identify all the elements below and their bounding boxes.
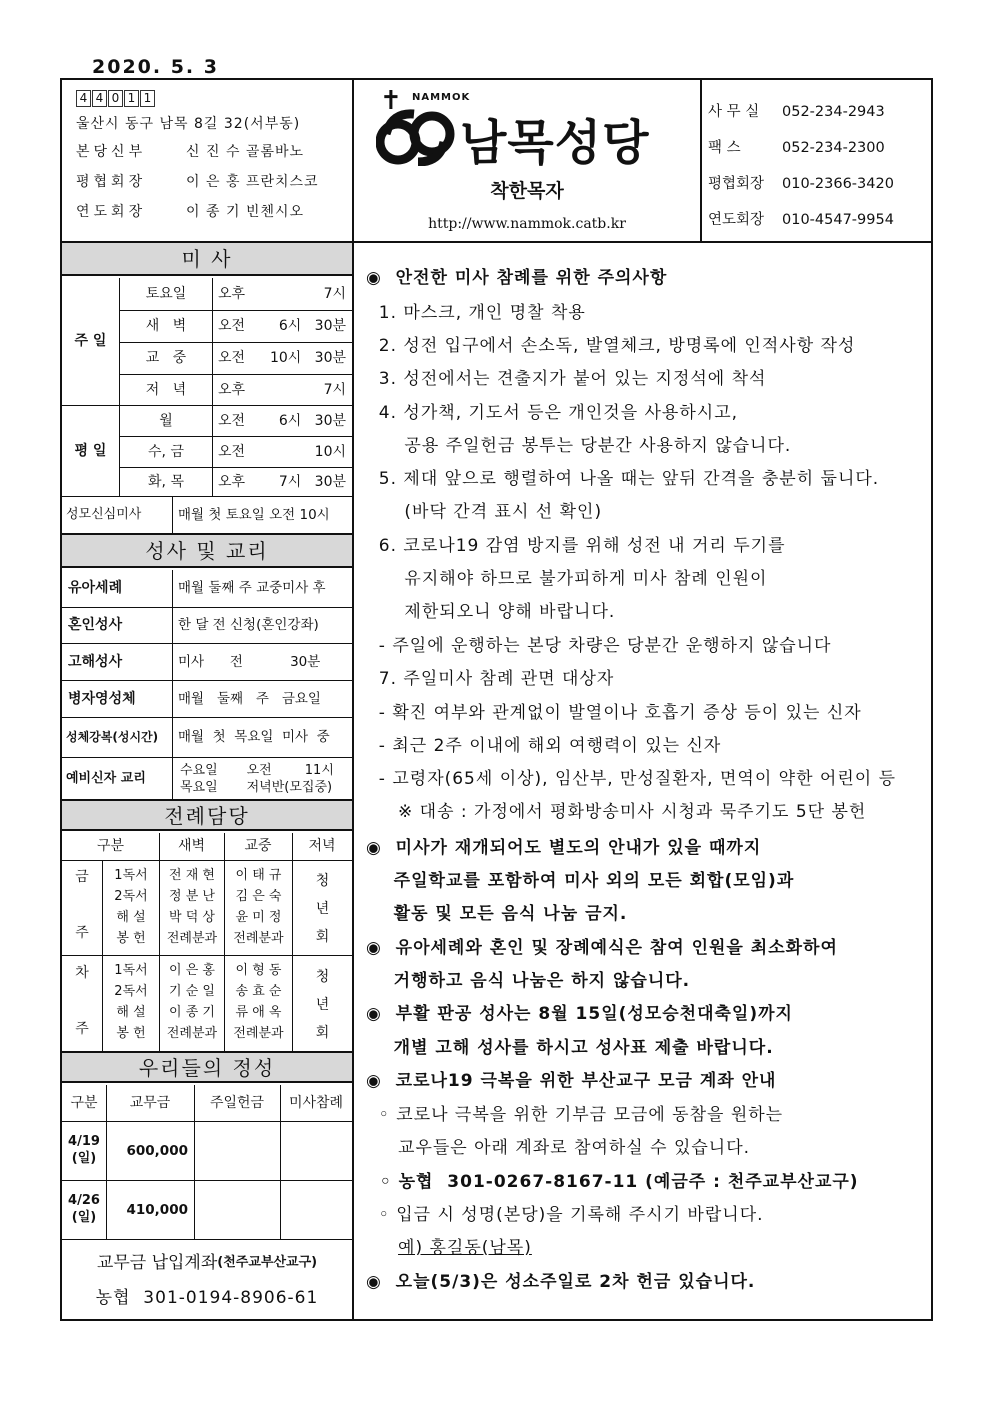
liturgy-header: 구분 <box>96 838 125 855</box>
youth-group-char: 회 <box>315 928 330 945</box>
weekday-label: 평 일 <box>74 442 107 459</box>
mass-day: 월 <box>159 412 173 429</box>
mass-day: 새 벽 <box>145 318 187 335</box>
notice-line: - 최근 2주 이내에 해외 여행력이 있는 신자 <box>366 736 722 756</box>
requiem-president-row <box>76 197 352 227</box>
council-president-row <box>76 167 352 197</box>
youth-group-char: 년 <box>315 900 330 917</box>
contact-fax <box>708 130 933 166</box>
postal-digit: 0 <box>108 90 123 107</box>
notice-line: - 고령자(65세 이상), 임산부, 만성질환자, 면역이 약한 어린이 등 <box>366 769 896 789</box>
parish-url[interactable]: http://www.nammok.catb.kr <box>428 216 626 232</box>
contact-number: 052-234-2943 <box>782 104 885 120</box>
youth-group-char: 청 <box>315 872 330 889</box>
mass-time: 6시 30분 <box>278 412 346 429</box>
liturgy-header: 교중 <box>244 838 272 855</box>
notice-line: ◦ 농협 301-0267-8167-11 (예금주 : 천주교부산교구) <box>366 1172 859 1192</box>
pastor-row <box>76 137 352 167</box>
role-label: 2독서 <box>114 889 148 904</box>
mass-time: 7시 <box>323 381 346 398</box>
mass-time: 10시 30분 <box>269 350 346 367</box>
offering-date <box>62 1133 106 1167</box>
role-label: 해 설 <box>116 910 146 925</box>
notice-line: 3. 성전에서는 견출지가 붙어 있는 지정석에 착석 <box>366 369 767 389</box>
sacrament-value: 한 달 전 신청(혼인강좌) <box>178 617 319 634</box>
week-label: 차 <box>75 964 89 981</box>
address: 울산시 동구 남목 8길 32(서부동) <box>76 116 301 132</box>
role-label: 봉 헌 <box>116 1026 146 1041</box>
week-label: 금 <box>75 868 89 885</box>
mass-ampm: 오전 <box>218 350 246 367</box>
reader-name: 정 분 난 <box>169 889 215 904</box>
contact-number: 010-2366-3420 <box>782 176 894 192</box>
pastor-name: 신 진 수 골롬바노 <box>186 144 305 160</box>
pastor-label: 본당신부 <box>76 144 147 160</box>
reader-name: 이 종 기 <box>169 1005 215 1020</box>
notice-line: 4. 성가책, 기도서 등은 개인것을 사용하시고, <box>366 403 739 423</box>
postal-digit: 1 <box>124 90 139 107</box>
sacrament-label: 유아세례 <box>68 580 123 597</box>
mass-time: 10시 <box>314 443 346 460</box>
catechumen-schedule-2: 목요일 저녁반(모집중) <box>180 779 333 795</box>
notice-line: 2. 성전 입구에서 손소독, 발열체크, 방명록에 인적사항 작성 <box>366 336 856 356</box>
mass-ampm: 오전 <box>218 318 246 335</box>
dawn-readers <box>160 960 224 1044</box>
reader-name: 전례분과 <box>166 1026 218 1041</box>
week-label: 주 <box>75 924 89 941</box>
requiem-president-name: 이 종 기 빈첸시오 <box>186 204 305 220</box>
reader-name: 이 태 규 <box>235 868 282 883</box>
offering-amount: 410,000 <box>126 1201 188 1218</box>
reader-name: 전례분과 <box>233 1026 284 1041</box>
contact-number: 010-4547-9954 <box>782 212 894 228</box>
postal-digit: 4 <box>92 90 107 107</box>
mass-day: 화, 목 <box>148 473 184 490</box>
sacrament-label: 고해성사 <box>68 653 123 670</box>
notice-line: ◉ 유아세례와 혼인 및 장례예식은 참여 인원을 최소화하여 <box>366 938 838 958</box>
contact-label: 사 무 실 <box>708 104 760 120</box>
notice-line: ◉ 미사가 재개되어도 별도의 안내가 있을 때까지 <box>366 838 762 858</box>
contact-label: 연도회장 <box>708 212 765 228</box>
youth-group-char: 년 <box>315 996 330 1013</box>
notice-line: - 주일에 운행하는 본당 차량은 당분간 운행하지 않습니다 <box>366 636 832 656</box>
marian-mass-label: 성모신심미사 <box>66 507 142 523</box>
notice-line: ◦ 코로나 극복을 위한 기부금 모금에 동참을 원하는 <box>366 1105 784 1125</box>
notice-line: 공용 주일헌금 봉투는 당분간 사용하지 않습니다. <box>366 436 792 456</box>
account-number: 농협 301-0194-8906-61 <box>95 1287 319 1308</box>
contact-requiem <box>708 202 933 238</box>
liturgy-header: 새벽 <box>177 838 206 855</box>
offering-day-value: (일) <box>71 1209 97 1225</box>
reader-name: 박 덕 상 <box>169 910 215 925</box>
dawn-readers <box>160 865 224 949</box>
offering-section-title: 우리들의 정성 <box>62 1053 352 1083</box>
sunday-label: 주 일 <box>74 333 107 350</box>
mass-section-title: 미 사 <box>62 243 352 276</box>
requiem-president-label: 연도회장 <box>76 204 147 220</box>
notice-line: 제한되오니 양해 바랍니다. <box>366 602 616 622</box>
notice-line: 교우들은 아래 계좌로 참여하실 수 있습니다. <box>366 1138 751 1158</box>
marian-mass-value: 매월 첫 토요일 오전 10시 <box>178 506 330 523</box>
youth-group-char: 회 <box>315 1024 330 1041</box>
catechumen-label: 예비신자 교리 <box>66 770 146 786</box>
postal-digit: 1 <box>140 90 155 107</box>
notice-line: ◉ 부활 판공 성사는 8월 15일(성모승천대축일)까지 <box>366 1004 793 1024</box>
bulletin-frame <box>60 78 933 1321</box>
sacrament-value: 매월 둘째 주 금요일 <box>178 690 321 707</box>
reader-name: 윤 미 정 <box>235 910 282 925</box>
contact-info <box>702 80 933 241</box>
sacrament-value: 매월 첫 목요일 미사 중 <box>178 729 330 746</box>
mass-ampm: 오후 <box>218 381 246 398</box>
mass-day: 토요일 <box>145 285 187 302</box>
logo-small-text: NAMMOK <box>412 92 471 103</box>
evening-readers <box>293 963 352 1047</box>
reader-name: 김 은 숙 <box>235 889 282 904</box>
sacrament-label: 혼인성사 <box>68 617 123 634</box>
liturgy-header: 저녁 <box>308 838 336 855</box>
account-title <box>62 1249 352 1277</box>
offering-date-value: 4/26 <box>68 1192 100 1208</box>
contact-number: 052-234-2300 <box>782 140 885 156</box>
notice-line: ※ 대송 : 가정에서 평화방송미사 시청과 묵주기도 5단 봉헌 <box>366 802 867 822</box>
reader-name: 전례분과 <box>166 931 218 946</box>
reader-name: 이 형 동 <box>235 963 282 978</box>
notice-line: (바닥 간격 표시 선 확인) <box>366 502 603 522</box>
youth-group-char: 청 <box>315 968 330 985</box>
cross-icon: ✝ <box>380 86 402 116</box>
offering-header: 주일헌금 <box>209 1094 265 1111</box>
sacraments-section-title: 성사 및 교리 <box>62 535 352 568</box>
offering-day-value: (일) <box>71 1150 97 1166</box>
offering-amount: 600,000 <box>126 1142 188 1159</box>
offering-date <box>62 1192 106 1226</box>
liturgy-roles <box>103 865 159 949</box>
bulletin-title: 착한목자 <box>490 180 564 202</box>
mass-time: 7시 30분 <box>278 473 346 490</box>
notices-column <box>356 243 933 1321</box>
evening-readers <box>293 867 352 951</box>
notice-line: ◉ 코로나19 극복을 위한 부산교구 모금 계좌 안내 <box>366 1071 777 1091</box>
catechumen-schedule-1: 수요일 오전 11시 <box>180 762 334 778</box>
notice-line: 주일학교를 포함하여 미사 외의 모든 회합(모임)과 <box>366 871 795 891</box>
notice-line: 개별 고해 성사를 하시고 성사표 제출 바랍니다. <box>366 1038 774 1058</box>
postal-code <box>76 90 352 107</box>
contact-office <box>708 94 933 130</box>
postal-digit: 4 <box>76 90 91 107</box>
reader-name: 기 순 일 <box>169 984 215 999</box>
offering-header: 미사참례 <box>288 1094 344 1111</box>
main-readers <box>225 960 292 1044</box>
notice-line: ◉ 오늘(5/3)은 성소주일로 2차 헌금 있습니다. <box>366 1272 756 1292</box>
logo-69-icon <box>376 108 456 166</box>
notice-line: 활동 및 모든 음식 나눔 금지. <box>366 904 628 924</box>
sacrament-value: 미사 전 30분 <box>178 653 321 670</box>
role-label: 1독서 <box>114 963 148 978</box>
mass-day: 저 녁 <box>145 381 187 398</box>
account-title-text: 교무금 납입계좌 <box>96 1252 218 1273</box>
mass-ampm: 오후 <box>218 285 246 302</box>
parish-logo <box>372 86 692 171</box>
mass-ampm: 오전 <box>218 412 246 429</box>
sacrament-value: 매월 둘째 주 교중미사 후 <box>178 580 326 597</box>
role-label: 해 설 <box>116 1005 146 1020</box>
mass-ampm: 오후 <box>218 473 246 490</box>
mass-ampm: 오전 <box>218 443 246 460</box>
mass-day: 교 중 <box>145 350 187 367</box>
notice-line: 5. 제대 앞으로 행렬하여 나올 때는 앞뒤 간격을 충분히 둡니다. <box>366 469 880 489</box>
contact-label: 팩 스 <box>708 140 741 156</box>
notice-line: ◦ 입금 시 성명(본당)을 기록해 주시기 바랍니다. <box>366 1205 764 1225</box>
mass-time: 7시 <box>323 285 346 302</box>
example-name: 예) 홍길동(남목) <box>398 1238 532 1258</box>
parish-info <box>62 80 354 241</box>
notice-line: 7. 주일미사 참례 관면 대상자 <box>366 669 615 689</box>
schedule-column <box>62 243 354 1321</box>
contact-label: 평협회장 <box>708 176 765 192</box>
week-label: 주 <box>75 1020 89 1037</box>
offering-header: 구분 <box>70 1094 98 1111</box>
liturgy-section-title: 전례담당 <box>62 801 352 831</box>
role-label: 2독서 <box>114 984 148 999</box>
sacrament-label: 성체강복(성시간) <box>66 730 159 745</box>
mass-day: 수, 금 <box>148 443 184 460</box>
reader-name: 전 재 현 <box>169 868 215 883</box>
contact-council <box>708 166 933 202</box>
notice-line: - 확진 여부와 관계없이 발열이나 호흡기 증상 등이 있는 신자 <box>366 703 862 723</box>
reader-name: 이 은 홍 <box>169 963 215 978</box>
reader-name: 류 애 옥 <box>235 1005 282 1020</box>
notice-line: 6. 코로나19 감염 방지를 위해 성전 내 거리 두기를 <box>366 536 786 556</box>
reader-name: 전례분과 <box>233 931 284 946</box>
offering-date-value: 4/19 <box>68 1133 100 1149</box>
council-president-name: 이 은 홍 프란치스코 <box>186 174 319 190</box>
offering-header: 교무금 <box>129 1094 171 1111</box>
parish-logo-area <box>354 80 702 241</box>
reader-name: 송 효 순 <box>235 984 282 999</box>
main-readers <box>225 865 292 949</box>
sacrament-label: 병자영성체 <box>68 690 136 707</box>
mass-time: 6시 30분 <box>278 318 346 335</box>
role-label: 봉 헌 <box>116 931 146 946</box>
notice-line: 거행하고 음식 나눔은 하지 않습니다. <box>366 971 691 991</box>
account-title-small: (천주교부산교구) <box>217 1255 318 1271</box>
notice-line: 1. 마스크, 개인 명찰 착용 <box>366 303 586 323</box>
bulletin-date: 2020. 5. 3 <box>92 56 219 78</box>
notice-line: 유지해야 하므로 불가피하게 미사 참례 인원이 <box>366 569 768 589</box>
liturgy-roles <box>103 960 159 1044</box>
role-label: 1독서 <box>114 868 148 883</box>
parish-name: 남목성당 <box>460 115 650 171</box>
notice-line: ◉ 안전한 미사 참례를 위한 주의사항 <box>366 268 668 288</box>
council-president-label: 평협회장 <box>76 174 147 190</box>
notice-line <box>366 1233 532 1258</box>
